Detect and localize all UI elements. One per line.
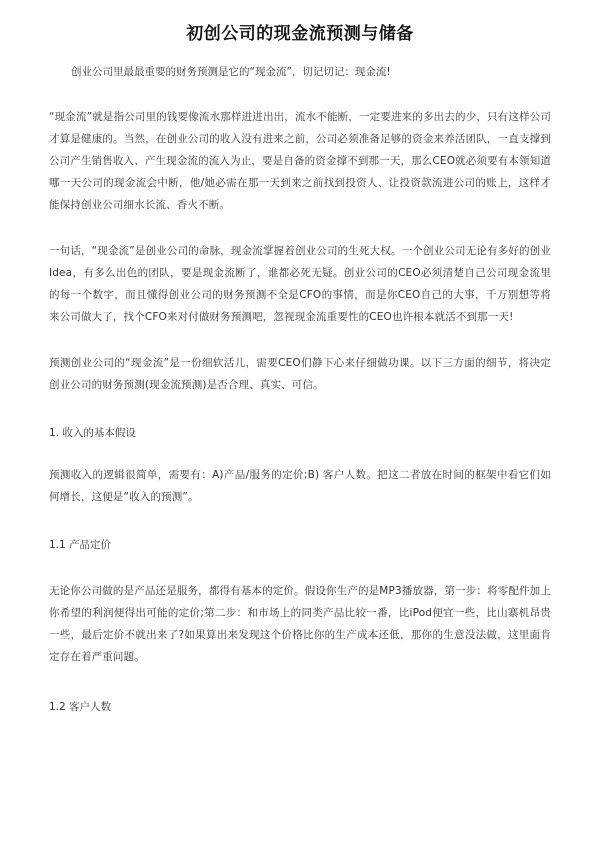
intro-paragraph: 创业公司里最最重要的财务预测是它的“现金流”，切记切记：现金流! bbox=[71, 66, 391, 78]
section-heading-product-pricing: 1.1 产品定价 bbox=[49, 539, 112, 551]
paragraph-revenue-logic: 预测收入的逻辑很简单，需要有：A)产品/服务的定价;B) 客户人数。把这二者放在时间的框架中看它们如何增长，这便是“收入的预测”。 bbox=[49, 469, 551, 503]
paragraph-cash-flow-lifeline: 一句话，“现金流”是创业公司的命脉，现金流掌握着创业公司的生死大权。一个创业公司无论有多好的创业 Idea，有多么出色的团队，要是现金流断了，谁都必死无疑。创业公司的CEO必须清楚自己公司现金流里的每一个数字，而且懂得创业公司的财务预测不全是CFO的事情，而是你CEO自己的大事，千万别想等将来公司做大了，找个CFO来对付做财务预测吧，忽视现金流重要性的CEO也许根本就活不到那一天! bbox=[49, 245, 551, 323]
document-title: 初创公司的现金流预测与储备 bbox=[186, 24, 414, 44]
section-heading-revenue-assumptions: 1. 收入的基本假设 bbox=[49, 427, 136, 439]
paragraph-forecast-details: 预测创业公司的“现金流”是一份细软活儿，需要CEO们静下心来仔细做功课。以下三方面的细节，将决定创业公司的财务预测(现金流预测)是否合理、真实、可信。 bbox=[49, 357, 551, 391]
paragraph-product-pricing: 无论你公司做的是产品还是服务，都得有基本的定价。假设你生产的是MP3播放器，第一步：将零配件加上你希望的利润便得出可能的定价;第二步：和市场上的同类产品比较一番，比iPod便宜一些，比山寨机昂贵一些，最后定价不就出来了?如果算出来发现这个价格比你的生产成本还低，那你的生意没法做，这里面肯定存在着严重问题。 bbox=[49, 585, 551, 663]
paragraph-cash-flow-definition: “现金流”就是指公司里的钱要像流水那样进进出出，流水不能断，一定要进来的多出去的少，只有这样公司才算是健康的。当然，在创业公司的收入没有进来之前，公司必须准备足够的资金来养活团队，一直支撑到公司产生销售收入、产生现金流的流入为止，要是自备的资金撑不到那一天，那么CEO就必须要有本领知道哪一天公司的现金流会中断，他/她必需在那一天到来之前找到投资人、让投资款流进公司的账上，这样才能保持创业公司细水长流、香火不断。 bbox=[49, 111, 551, 211]
section-heading-customer-count: 1.2 客户人数 bbox=[49, 701, 112, 713]
